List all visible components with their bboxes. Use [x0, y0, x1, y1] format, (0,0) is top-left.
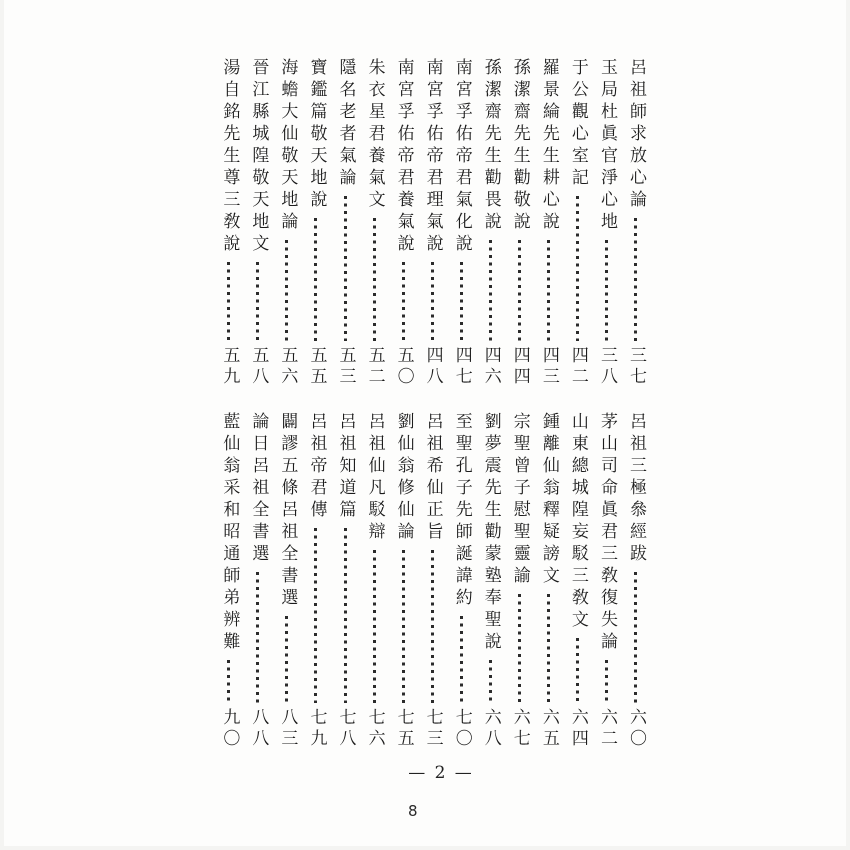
toc-entry-title: 朱衣星君養氣文 [364, 58, 385, 212]
toc-entry-page-number: 三七 [625, 346, 646, 388]
folio-page-number: — 2 — [408, 763, 474, 783]
toc-entry-title: 呂祖仙凡駁辯 [364, 412, 385, 544]
dotted-leader [373, 218, 376, 341]
toc-entry [534, 58, 563, 388]
toc-entry-page-number: 四二 [567, 346, 588, 388]
dotted-leader [314, 528, 317, 703]
toc-entry-title: 鍾離仙翁釋疑謗文 [538, 412, 559, 588]
toc-entry-page-number: 七六 [364, 708, 385, 750]
dotted-leader [402, 550, 405, 703]
dotted-leader [605, 660, 608, 703]
toc-entry-title: 湯自銘先生尊三敎說 [219, 58, 240, 256]
toc-entry [505, 58, 534, 388]
dotted-leader [518, 240, 521, 341]
toc-entry [330, 412, 359, 750]
toc-entry-title: 南宮孚佑帝君氣化說 [451, 58, 472, 256]
toc-entry-page-number: 七八 [335, 708, 356, 750]
toc-entry [360, 412, 389, 750]
toc-entry-title: 論日呂祖全書選 [248, 412, 269, 566]
dotted-leader [634, 572, 637, 703]
toc-entry-title: 孫潔齋先生勸敬說 [509, 58, 530, 234]
toc-entry-page-number: 七五 [393, 708, 414, 750]
toc-entry [534, 412, 563, 750]
toc-entry-page-number: 五二 [364, 346, 385, 388]
toc-entry-title: 呂祖師求放心論 [625, 58, 646, 212]
toc-entry [505, 412, 534, 750]
toc-entry [621, 58, 650, 388]
toc-entry-title: 山東總城隍妄駁三敎文 [567, 412, 588, 632]
dotted-leader [489, 660, 492, 703]
toc-entry-page-number: 四三 [538, 346, 559, 388]
toc-entry [563, 58, 592, 388]
toc-entry-title: 劉夢震先生勸蒙塾奉聖說 [480, 412, 501, 654]
toc-entry [243, 58, 272, 388]
toc-entry [418, 412, 447, 750]
toc-entry-page-number: 六五 [538, 708, 559, 750]
dotted-leader [634, 218, 637, 341]
toc-entry-page-number: 七九 [306, 708, 327, 750]
dotted-leader [576, 638, 579, 703]
dotted-leader [285, 240, 288, 341]
toc-entry [563, 412, 592, 750]
dotted-leader [344, 196, 347, 341]
toc-entry [301, 412, 330, 750]
toc-entry-title: 于公觀心室記 [567, 58, 588, 190]
toc-entry-title: 南宮孚佑帝君養氣說 [393, 58, 414, 256]
toc-entry-title: 闢謬五條呂祖全書選 [277, 412, 298, 610]
toc-entry [389, 412, 418, 750]
toc-entry-page-number: 七〇 [451, 708, 472, 750]
toc-entry-title: 呂祖知道篇 [335, 412, 356, 522]
toc-entry-page-number: 五五 [306, 346, 327, 388]
dotted-leader [256, 572, 259, 703]
toc-entry-page-number: 五九 [219, 346, 240, 388]
toc-entry-title: 隱名老者氣論 [335, 58, 356, 190]
toc-entry-title: 海蟾大仙敬天地論 [277, 58, 298, 234]
toc-entry-page-number: 五六 [277, 346, 298, 388]
toc-entry-page-number: 六〇 [625, 708, 646, 750]
dotted-leader [344, 528, 347, 703]
toc-entry [330, 58, 359, 388]
toc-entry [243, 412, 272, 750]
dotted-leader [576, 196, 579, 341]
dotted-leader [431, 550, 434, 703]
toc-block-lower [214, 412, 650, 750]
dotted-leader [285, 616, 288, 703]
toc-entry [272, 412, 301, 750]
toc-entry-page-number: 六二 [596, 708, 617, 750]
toc-entry [389, 58, 418, 388]
toc-entry-title: 呂祖帝君傳 [306, 412, 327, 522]
toc-entry-title: 晉江縣城隍敬天地文 [248, 58, 269, 256]
dotted-leader [518, 594, 521, 703]
dotted-leader [460, 262, 463, 341]
toc-entry-title: 南宮孚佑帝君理氣說 [422, 58, 443, 256]
toc-block-upper [214, 58, 650, 388]
toc-entry [214, 58, 243, 388]
toc-entry [592, 412, 621, 750]
toc-entry [592, 58, 621, 388]
toc-entry [418, 58, 447, 388]
toc-entry-page-number: 六四 [567, 708, 588, 750]
toc-entry-page-number: 八八 [248, 708, 269, 750]
toc-entry-page-number: 三八 [596, 346, 617, 388]
toc-entry-title: 宗聖曾子慰聖靈諭 [509, 412, 530, 588]
toc-entry-page-number: 八三 [277, 708, 298, 750]
toc-entry-page-number: 五八 [248, 346, 269, 388]
toc-entry-page-number: 六七 [509, 708, 530, 750]
dotted-leader [227, 262, 230, 341]
scanned-page [4, 0, 846, 846]
dotted-leader [256, 262, 259, 341]
toc-entry-title: 茅山司命眞君三敎復失論 [596, 412, 617, 654]
toc-entry [447, 412, 476, 750]
toc-entry-title: 寶鑑篇敬天地說 [306, 58, 327, 212]
toc-entry-page-number: 四六 [480, 346, 501, 388]
dotted-leader [547, 240, 550, 341]
dotted-leader [227, 660, 230, 703]
toc-entry-title: 藍仙翁采和昭通師弟辨難 [219, 412, 240, 654]
toc-entry [360, 58, 389, 388]
dotted-leader [314, 218, 317, 341]
toc-entry [272, 58, 301, 388]
dotted-leader [431, 262, 434, 341]
toc-entry-page-number: 七三 [422, 708, 443, 750]
toc-entry-page-number: 五三 [335, 346, 356, 388]
dotted-leader [373, 550, 376, 703]
toc-entry [621, 412, 650, 750]
toc-entry-page-number: 六八 [480, 708, 501, 750]
toc-entry-page-number: 四四 [509, 346, 530, 388]
toc-entry-title: 劉仙翁修仙論 [393, 412, 414, 544]
toc-entry-title: 玉局杜眞官淨心地 [596, 58, 617, 234]
dotted-leader [402, 262, 405, 341]
toc-entry [447, 58, 476, 388]
toc-entry [301, 58, 330, 388]
toc-entry-page-number: 四七 [451, 346, 472, 388]
sheet-number: 8 [408, 802, 418, 820]
toc-entry-title: 羅景綸先生耕心說 [538, 58, 559, 234]
toc-entry-title: 至聖孔子先師誕諱約 [451, 412, 472, 610]
toc-entry-title: 呂祖三極叅經跋 [625, 412, 646, 566]
toc-entry-title: 孫潔齋先生勸畏說 [480, 58, 501, 234]
dotted-leader [460, 616, 463, 703]
toc-entry [476, 58, 505, 388]
toc-entry [476, 412, 505, 750]
dotted-leader [605, 240, 608, 341]
toc-entry [214, 412, 243, 750]
dotted-leader [547, 594, 550, 703]
toc-entry-page-number: 九〇 [219, 708, 240, 750]
toc-entry-title: 呂祖希仙正旨 [422, 412, 443, 544]
toc-entry-page-number: 四八 [422, 346, 443, 388]
dotted-leader [489, 240, 492, 341]
toc-entry-page-number: 五〇 [393, 346, 414, 388]
